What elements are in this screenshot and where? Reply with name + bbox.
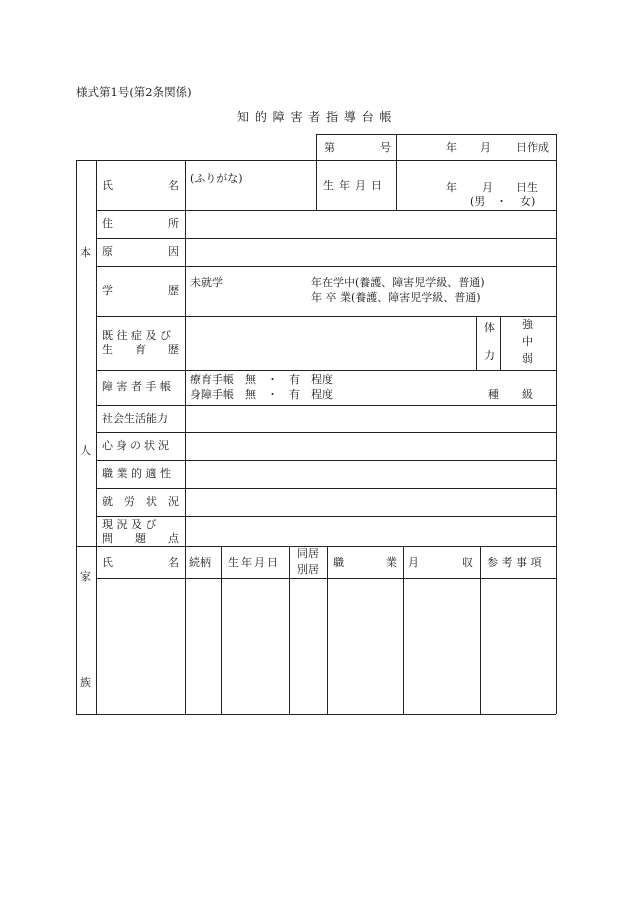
number-label-2: 号	[380, 141, 391, 154]
work-label: 就 労 状 況	[102, 495, 179, 508]
side-label-zoku: 族	[80, 676, 91, 689]
number-label-1: 第	[324, 141, 335, 154]
physical-label-2: 力	[484, 349, 495, 362]
address-label-2: 所	[168, 217, 179, 230]
handbook-kind: 種	[488, 388, 499, 401]
row-line	[96, 316, 556, 317]
date-created: 日作成	[516, 141, 549, 154]
cell-line	[221, 546, 222, 714]
header-mid-line	[396, 134, 397, 160]
handbook-label: 障害者手帳	[102, 380, 175, 393]
education-line1: 年在学中(養護、障害児学級、普通)	[311, 276, 485, 289]
cause-label-1: 原	[102, 245, 113, 258]
sex-open: (男	[470, 195, 486, 208]
header-top-line	[316, 134, 556, 135]
cell-line	[500, 316, 501, 370]
family-name-label-1: 氏	[102, 556, 113, 569]
social-label: 社会生活能力	[102, 412, 168, 425]
family-relation-label: 続柄	[189, 556, 211, 569]
birth-day: 日生	[516, 181, 538, 194]
current-label-2: 問 題 点	[102, 532, 179, 545]
row-line	[96, 210, 556, 211]
border-right	[556, 134, 557, 714]
row-line	[96, 405, 556, 406]
sex-close: 女)	[520, 195, 536, 208]
family-job-label-1: 職	[333, 556, 344, 569]
cell-line	[396, 160, 397, 210]
side-column-line	[96, 160, 97, 714]
birth-label: 生年月日	[323, 179, 387, 192]
family-income-label-1: 月	[408, 556, 419, 569]
side-label-hon: 本	[80, 246, 91, 259]
row-line	[96, 516, 556, 517]
row-line	[76, 714, 556, 715]
family-birth-label: 生年月日	[228, 556, 280, 569]
education-label-1: 学	[102, 284, 113, 297]
address-label-1: 住	[102, 217, 113, 230]
physical-medium: 中	[522, 335, 533, 348]
row-line	[96, 488, 556, 489]
birth-year: 年	[446, 181, 457, 194]
handbook-line1: 療育手帳 無 ・ 有 程度	[190, 373, 333, 386]
page-title: 知 的 障 害 者 指 導 台 帳	[237, 110, 393, 124]
aptitude-label: 職業的適性	[102, 467, 175, 480]
handbook-grade: 級	[522, 388, 533, 401]
row-line	[96, 432, 556, 433]
history-label-2: 生 育 歴	[102, 343, 179, 356]
birth-month: 月	[482, 181, 493, 194]
education-label-2: 歴	[168, 284, 179, 297]
physical-weak: 弱	[522, 352, 533, 365]
header-left-line	[316, 134, 317, 160]
furigana-label: (ふりがな)	[190, 172, 243, 185]
family-notes-label: 参考事項	[487, 556, 545, 569]
row-line	[96, 460, 556, 461]
cell-line	[316, 160, 317, 210]
family-name-label-2: 名	[168, 556, 179, 569]
cell-line	[403, 546, 404, 714]
name-label: 氏 名	[102, 179, 179, 192]
label-column-line	[185, 160, 186, 546]
sex-dot: ・	[496, 195, 507, 208]
cell-line	[327, 546, 328, 714]
physical-label-1: 体	[484, 321, 495, 334]
handbook-line2: 身障手帳 無 ・ 有 程度	[190, 388, 333, 401]
current-label-1: 現況及び	[102, 518, 160, 531]
row-line	[96, 578, 556, 579]
side-label-ka: 家	[80, 570, 91, 583]
row-line	[96, 238, 556, 239]
cause-label-2: 因	[168, 245, 179, 258]
row-line	[96, 266, 556, 267]
cell-line	[476, 316, 477, 370]
cell-line	[289, 546, 290, 714]
family-cohabit-2: 別居	[297, 563, 319, 576]
history-label-1: 既往症及び	[102, 329, 175, 342]
physical-strong: 強	[522, 318, 533, 331]
date-year: 年	[446, 141, 457, 154]
date-month: 月	[480, 141, 491, 154]
form-number: 様式第1号(第2条関係)	[76, 85, 192, 99]
education-line2: 年 卒 業(養護、障害児学級、普通)	[311, 291, 481, 304]
family-job-label-2: 業	[386, 556, 397, 569]
education-none: 未就学	[190, 276, 223, 289]
side-label-nin: 人	[80, 444, 91, 457]
cell-line	[480, 546, 481, 714]
border-left	[76, 160, 77, 714]
row-line	[96, 370, 556, 371]
family-income-label-2: 収	[462, 556, 473, 569]
family-cohabit-1: 同居	[297, 547, 319, 560]
cell-line	[185, 546, 186, 714]
mind-label: 心身の状況	[102, 439, 172, 452]
